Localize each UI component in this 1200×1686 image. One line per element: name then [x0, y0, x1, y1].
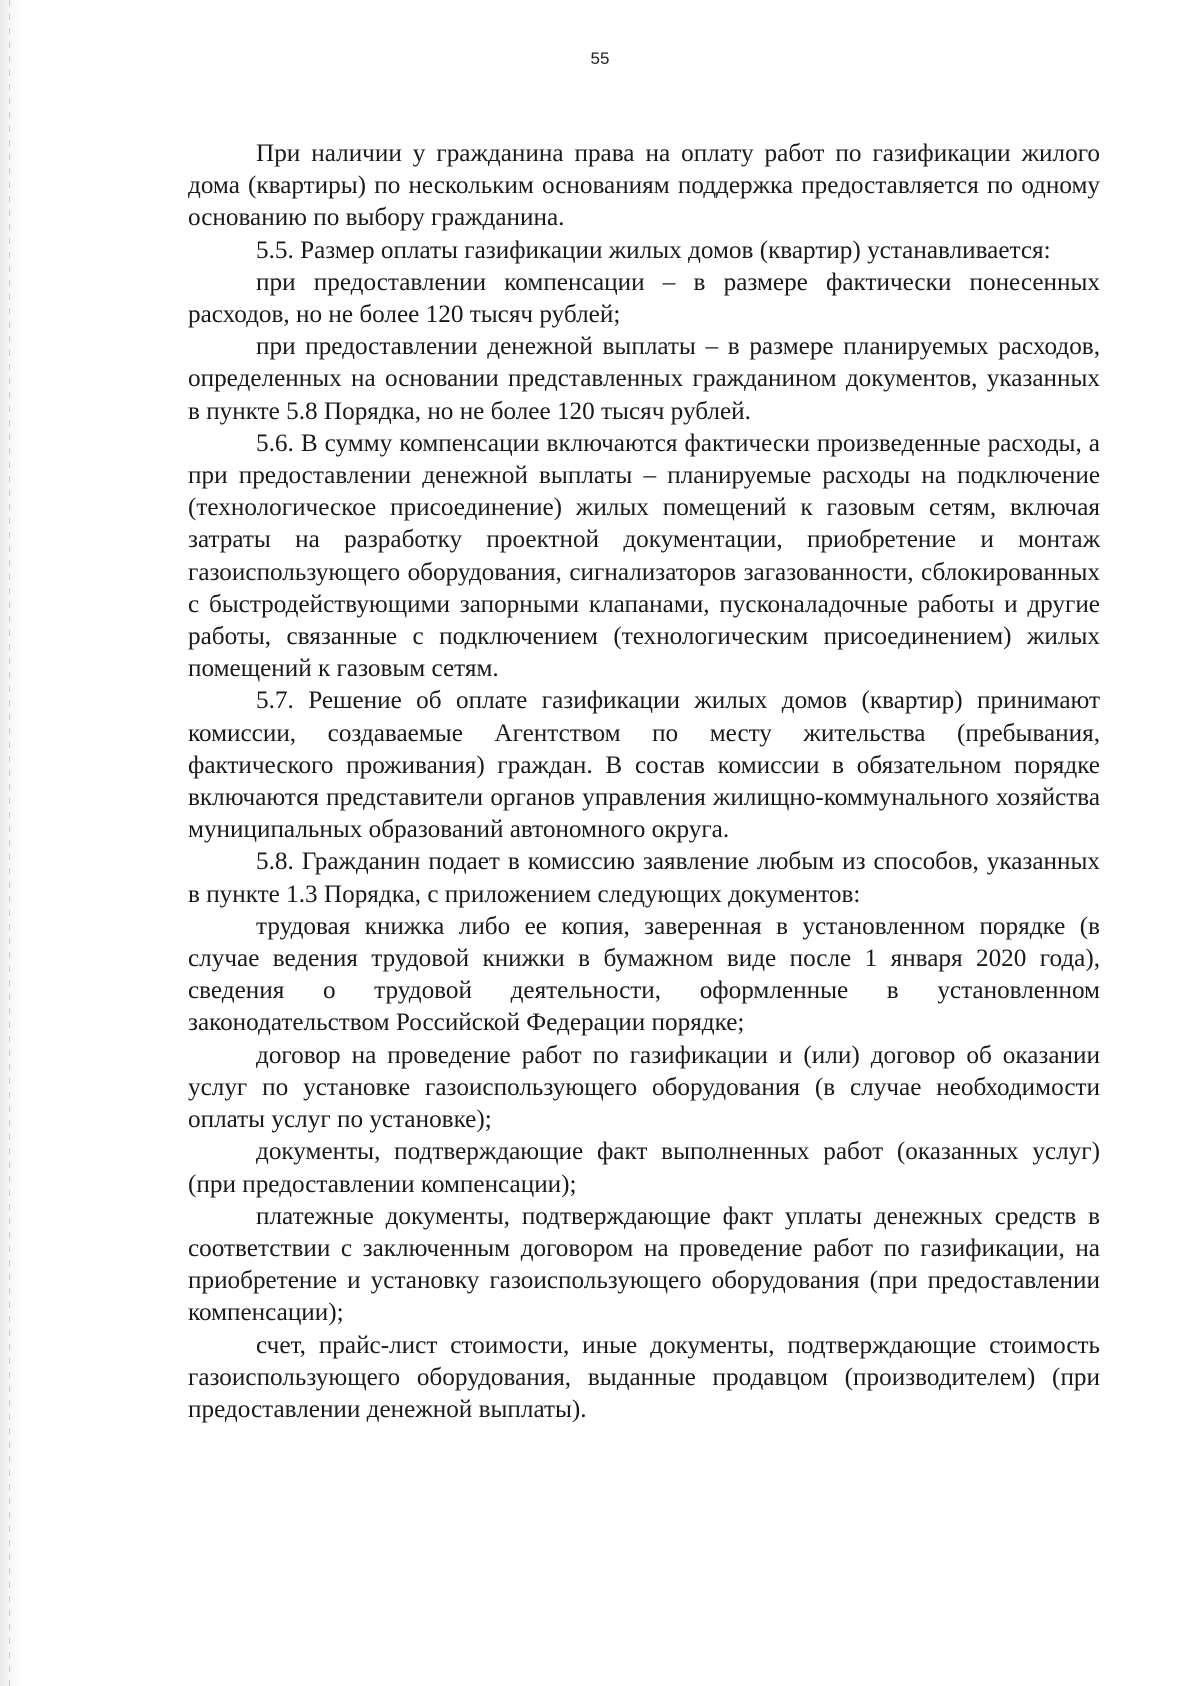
scan-edge: [0, 0, 22, 1686]
paragraph-compensation-amount: при предоставлении компенсации – в размере фактически понесенных расходов, но не более 120 тысяч рублей;: [188, 268, 1100, 329]
document-body: [188, 138, 1100, 1426]
paragraph-payment-amount: при предоставлении денежной выплаты – в размере планируемых расходов, определенных на основании представленных гражданином документов, указанных в пункте 5.8 Порядка, но не более 120 тысяч рублей.: [188, 333, 1100, 425]
list-item-work-record: трудовая книжка либо ее копия, заверенная в установленном порядке (в случае ведения трудовой книжки в бумажном виде после 1 января 2020 года), сведения о трудовой деятельности, оформленные в установленном законодательством Российской Федерации порядке;: [188, 912, 1100, 1037]
paragraph-5-8: 5.8. Гражданин подает в комиссию заявление любым из способов, указанных в пункте 1.3 Порядка, с приложением следующих документов:: [188, 848, 1100, 908]
paragraph-5-6: 5.6. В сумму компенсации включаются фактически произведенные расходы, а при предоставлении денежной выплаты – планируемые расходы на подключение (технологическое присоединение) жилых помещений к газовым сетям, включая затраты на разработку проектной документации, приобретение и монтаж газоиспользующего оборудования, сигнализаторов загазованности, сблокированных с быстродействующими запорными клапанами, пусконаладочные работы и другие работы, связанные с подключением (технологическим присоединением) жилых помещений к газовым сетям.: [188, 429, 1100, 683]
list-item-completion-documents: документы, подтверждающие факт выполненных работ (оказанных услуг) (при предоставлении компенсации);: [188, 1138, 1100, 1198]
paragraph-5-7: 5.7. Решение об оплате газификации жилых домов (квартир) принимают комиссии, создаваемые Агентством по месту жительства (пребывания, фактического проживания) граждан. В состав комиссии в обязательном порядке включаются представители органов управления жилищно-коммунального хозяйства муниципальных образований автономного округа.: [188, 687, 1100, 844]
list-item-payment-documents: платежные документы, подтверждающие факт уплаты денежных средств в соответствии с заключенным договором на проведение работ по газификации, на приобретение и установку газоиспользующего оборудования (при предоставлении компенсации);: [188, 1202, 1100, 1327]
paragraph-5-5: 5.5. Размер оплаты газификации жилых домов (квартир) устанавливается:: [256, 236, 1051, 264]
list-item-price-documents: счет, прайс-лист стоимости, иные документы, подтверждающие стоимость газоиспользующего оборудования, выданные продавцом (производителем) (при предоставлении денежной выплаты).: [188, 1331, 1100, 1423]
list-item-contract: договор на проведение работ по газификации и (или) договор об оказании услуг по установке газоиспользующего оборудования (в случае необходимости оплаты услуг по установке);: [188, 1041, 1100, 1134]
paragraph-citizen-rights: При наличии у гражданина права на оплату работ по газификации жилого дома (квартиры) по нескольким основаниям поддержка предоставляется по одному основанию по выбору гражданина.: [188, 140, 1100, 232]
page-number: 55: [590, 49, 610, 68]
